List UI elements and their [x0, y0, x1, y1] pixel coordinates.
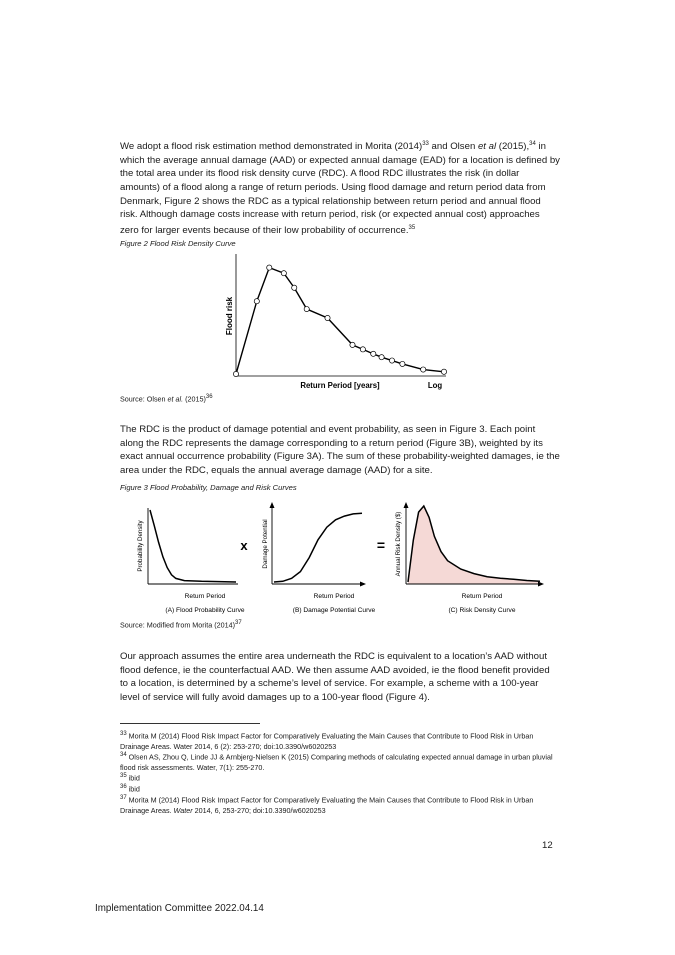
fig2-point-9	[371, 351, 376, 356]
page-number: 12	[542, 840, 553, 851]
fig2-ylabel: Flood risk	[225, 296, 234, 336]
footnote-33	[120, 729, 560, 752]
ref-33: 33	[422, 141, 429, 147]
fn33-num: 33	[120, 731, 127, 737]
panel-c-xlabel: Return Period	[461, 593, 503, 600]
fn37-text: Morita M (2014) Flood Risk Impact Factor for Comparatively Evaluating the Main Causes that Contribute to Flood Risk in Urban Drainage Areas.	[120, 795, 534, 815]
fig2-point-2	[267, 265, 272, 270]
fig2-source-prefix: Source: Olsen	[120, 394, 168, 404]
fn36-num: 36	[120, 784, 127, 790]
panel-a-caption: (A) Flood Probability Curve	[165, 607, 245, 614]
panel-c-x-arrow	[538, 582, 544, 587]
panel-c-y-arrow	[404, 502, 409, 508]
panel-c-area	[408, 506, 540, 584]
figure2-source	[120, 394, 213, 403]
fn34-num: 34	[120, 752, 127, 758]
p1-text-b: and Olsen	[428, 141, 478, 153]
fn35-num: 35	[120, 773, 127, 779]
footer-text: Implementation Committee 2022.04.14	[95, 903, 264, 914]
panel-c	[395, 502, 544, 614]
fn37-num: 37	[120, 795, 127, 801]
figure3-caption: Figure 3 Flood Probability, Damage and Risk Curves	[120, 483, 297, 492]
fig2-point-5	[304, 306, 309, 311]
fn34-text: Olsen AS, Zhou Q, Linde JJ & Arnbjerg-Nielsen K (2015) Comparing methods of calculating expected annual damage in urban pluvial flood risk assessments. Water, 7(1): 255-270.	[120, 752, 553, 772]
fn37-text2: 2014, 6, 253-270; doi:10.3390/w6020253	[192, 805, 326, 815]
fig2-point-1	[254, 299, 259, 304]
paragraph-aad-approach: Our approach assumes the entire area underneath the RDC is equivalent to a location’s AAD without flood defence, ie the counterfactual AAD. We then assume AAD avoided, ie the flood benefit provided to a location, is determined by a scheme’s level of service. For example, a scheme with a 100-year level of service will fully avoid damages up to a 100-year flood (Figure 4).	[120, 651, 550, 703]
flood-probability-damage-risk-chart	[130, 500, 550, 618]
ref-37: 37	[235, 620, 242, 626]
fig2-point-3	[281, 271, 286, 276]
panel-b-x-arrow	[360, 582, 366, 587]
fn33-text: Morita M (2014) Flood Risk Impact Factor for Comparatively Evaluating the Main Causes that Contribute to Flood Risk in Urban Drainage Areas. Water 2014, 6 (2): 253-270; doi:10.3390/w6020253	[120, 731, 534, 751]
footnote-rule	[120, 723, 260, 724]
panel-b-y-arrow	[270, 502, 275, 508]
fig2-point-7	[350, 342, 355, 347]
panel-c-caption: (C) Risk Density Curve	[448, 607, 516, 614]
p1-text-d: in which the average annual damage (AAD) or expected annual damage (EAD) for a location is defined by the total area under its flood risk density curve (RDC). A flood RDC illustrates the risk (in dollar amounts) of a flood along a range of return periods. Using flood damage and return period data from Denmark, Figure 2 shows the RDC as a typical relationship between return period and annual flood risk. Although damage costs increase with return period, risk (or expected annual cost) approaches zero for larger events because of their low probability of occurrence.	[120, 141, 560, 236]
ref-35: 35	[408, 224, 416, 231]
panel-b	[262, 502, 376, 614]
fig2-point-10	[379, 355, 384, 360]
fig2-point-11	[389, 358, 394, 363]
fig2-xlabel: Return Period [years]	[300, 381, 380, 390]
multiply-sign: x	[240, 538, 248, 553]
figure3-source	[120, 620, 242, 629]
fn36-text: ibid	[126, 784, 140, 794]
fig2-point-12	[400, 361, 405, 366]
paragraph-rdc-product: The RDC is the product of damage potential and event probability, as seen in Figure 3. Each point along the RDC represents the damage corresponding to a return period (Figure 3B), weighted by its exact annual occurrence probability (Figure 3A). The sum of these probability-weighted damages, ie the area under the RDC, equals the annual average damage (AAD) for a site.	[120, 424, 560, 476]
fig2-source-suffix: (2015)	[183, 394, 206, 404]
panel-a-curve	[150, 510, 236, 582]
fig2-log-label: Log	[427, 381, 443, 390]
panel-b-curve	[274, 513, 362, 582]
fig2-points	[233, 265, 446, 377]
panel-a-xlabel: Return Period	[184, 593, 226, 600]
fig2-point-14	[441, 369, 446, 374]
ref-36: 36	[205, 394, 213, 400]
paragraph-rdc-method	[120, 138, 560, 238]
equals-sign: =	[376, 537, 386, 553]
flood-risk-density-chart	[222, 252, 450, 392]
panel-b-caption: (B) Damage Potential Curve	[292, 607, 376, 614]
panel-a	[137, 508, 245, 614]
fig2-point-4	[292, 285, 297, 290]
p1-etal: et al	[477, 141, 497, 153]
panel-b-xlabel: Return Period	[313, 593, 355, 600]
fig2-point-6	[325, 315, 330, 320]
fn37-journal: Water	[173, 805, 193, 815]
footnote-34	[120, 750, 560, 773]
p1-text-a: We adopt a flood risk estimation method demonstrated in Morita (2014)	[120, 141, 423, 153]
fig2-point-8	[360, 347, 365, 352]
panel-c-ylabel: Annual Risk Density ($)	[395, 511, 402, 577]
fig3-source-text: Source: Modified from Morita (2014)	[120, 620, 236, 630]
panel-b-ylabel: Damage Potential	[262, 519, 269, 569]
ref-34: 34	[529, 141, 536, 147]
figure2-caption: Figure 2 Flood Risk Density Curve	[120, 239, 236, 248]
footnote-37	[120, 793, 560, 816]
fig2-point-13	[421, 367, 426, 372]
p1-text-c: (2015),	[496, 141, 530, 153]
fig2-source-etal: et al.	[167, 394, 184, 404]
fn35-text: ibid	[126, 773, 140, 783]
fig2-series-line	[236, 268, 444, 374]
fig2-point-0	[233, 371, 238, 376]
panel-a-ylabel: Probability Density	[137, 520, 144, 572]
